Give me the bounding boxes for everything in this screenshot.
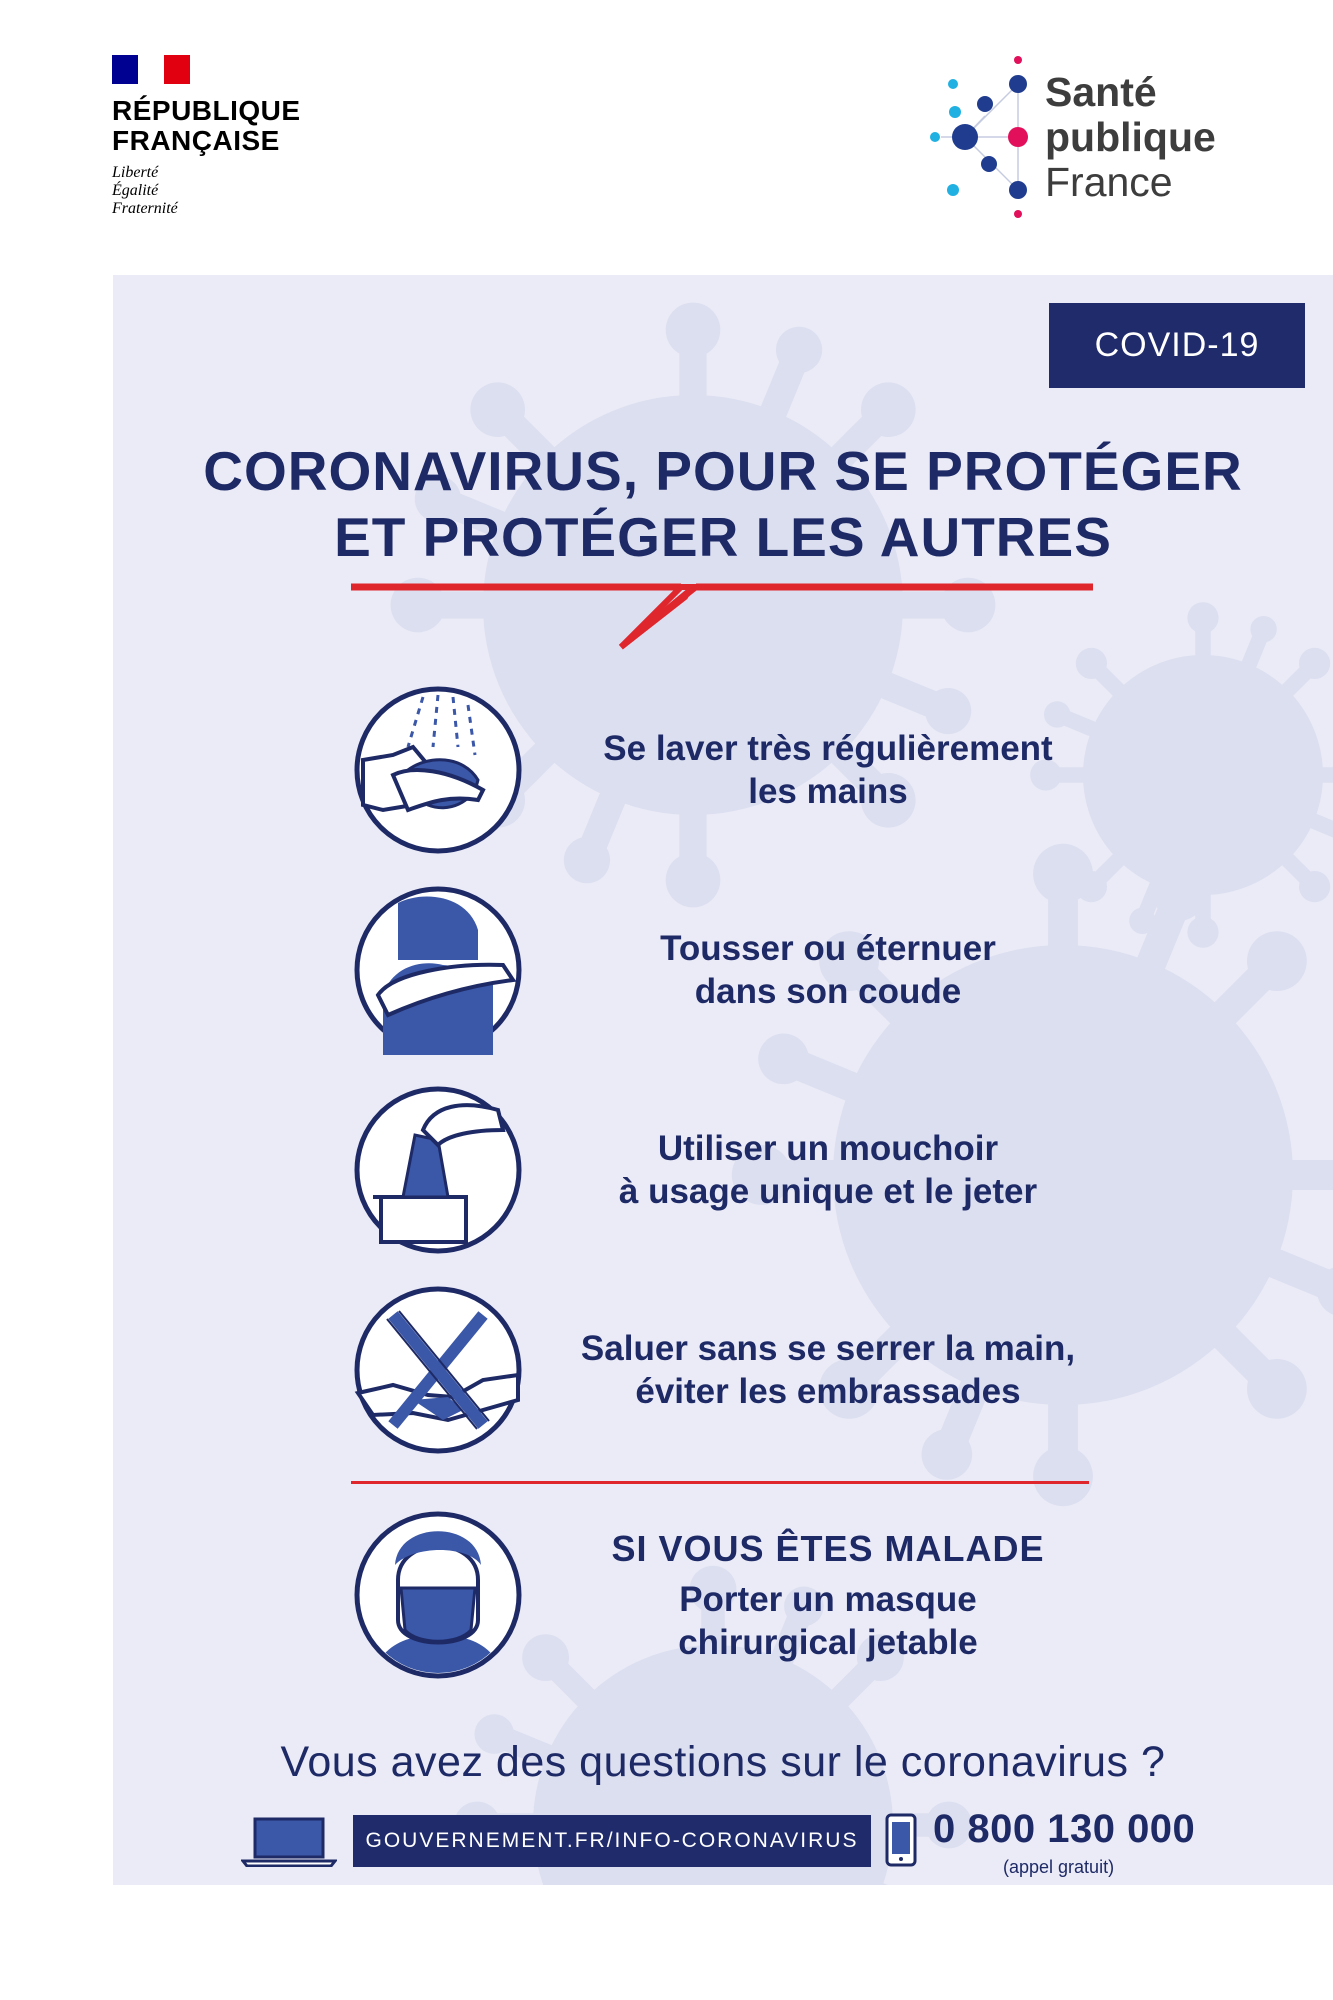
phone-number[interactable]: 0 800 130 000 [933,1807,1196,1851]
gesture-row-wash-hands [353,685,1153,860]
republique-line2: FRANÇAISE [112,125,280,156]
covid-badge: COVID-19 [1049,303,1305,388]
sick-line2: chirurgical jetable [678,1622,978,1662]
gesture-row-no-handshake [353,1285,1153,1460]
gesture-4-line1: Saluer sans se serrer la main, [580,1329,1076,1368]
title-line2: ET PROTÉGER LES AUTRES [334,506,1112,568]
republique-motto [112,164,301,218]
laptop-icon [241,1817,337,1867]
speech-bubble-underline-icon [351,575,1093,655]
republique-francaise-logo [112,55,301,218]
hand-washing-icon [353,685,523,855]
french-flag-icon [112,55,190,84]
spf-line2: publique [1045,114,1216,160]
sick-row-mask [353,1510,1153,1685]
spf-line1: Santé [1045,69,1157,115]
tissue-icon [353,1085,523,1255]
spf-line3: France [1045,159,1173,205]
mobile-phone-icon [885,1813,917,1867]
motto-liberte: Liberté [112,164,159,181]
sick-heading: SI VOUS ÊTES MALADE [611,1527,1045,1569]
republique-line1: RÉPUBLIQUE [112,95,301,126]
gesture-row-tissue [353,1085,1153,1260]
motto-egalite: Égalité [112,182,159,199]
questions-text: Vous avez des questions sur le coronavirus ? [280,1738,1166,1786]
sante-publique-france-logo [925,52,1245,222]
footer [113,1805,1333,1875]
red-separator [351,1481,1089,1484]
phone-note: (appel gratuit) [1003,1857,1115,1877]
info-url-link[interactable]: GOUVERNEMENT.FR/INFO-CORONAVIRUS [353,1815,871,1867]
gesture-3-line1: Utiliser un mouchoir [657,1129,999,1168]
gesture-1-line1: Se laver très régulièrement [603,729,1053,768]
title-line1: CORONAVIRUS, POUR SE PROTÉGER [203,440,1243,502]
cough-elbow-icon [353,885,523,1055]
surgical-mask-icon [353,1510,523,1680]
molecule-logo-icon [925,52,1045,222]
no-handshake-icon [353,1285,523,1455]
sick-line1: Porter un masque [679,1579,977,1619]
gesture-row-cough-elbow [353,885,1153,1060]
gesture-1-line2: les mains [748,772,908,811]
gesture-3-line2: à usage unique et le jeter [618,1172,1038,1211]
gesture-2-line1: Tousser ou éternuer [660,929,996,968]
poster-panel [113,275,1333,1885]
gesture-2-line2: dans son coude [694,972,962,1011]
gesture-4-line2: éviter les embrassades [635,1372,1021,1411]
motto-fraternite: Fraternité [112,200,178,217]
page-title [113,438,1333,570]
